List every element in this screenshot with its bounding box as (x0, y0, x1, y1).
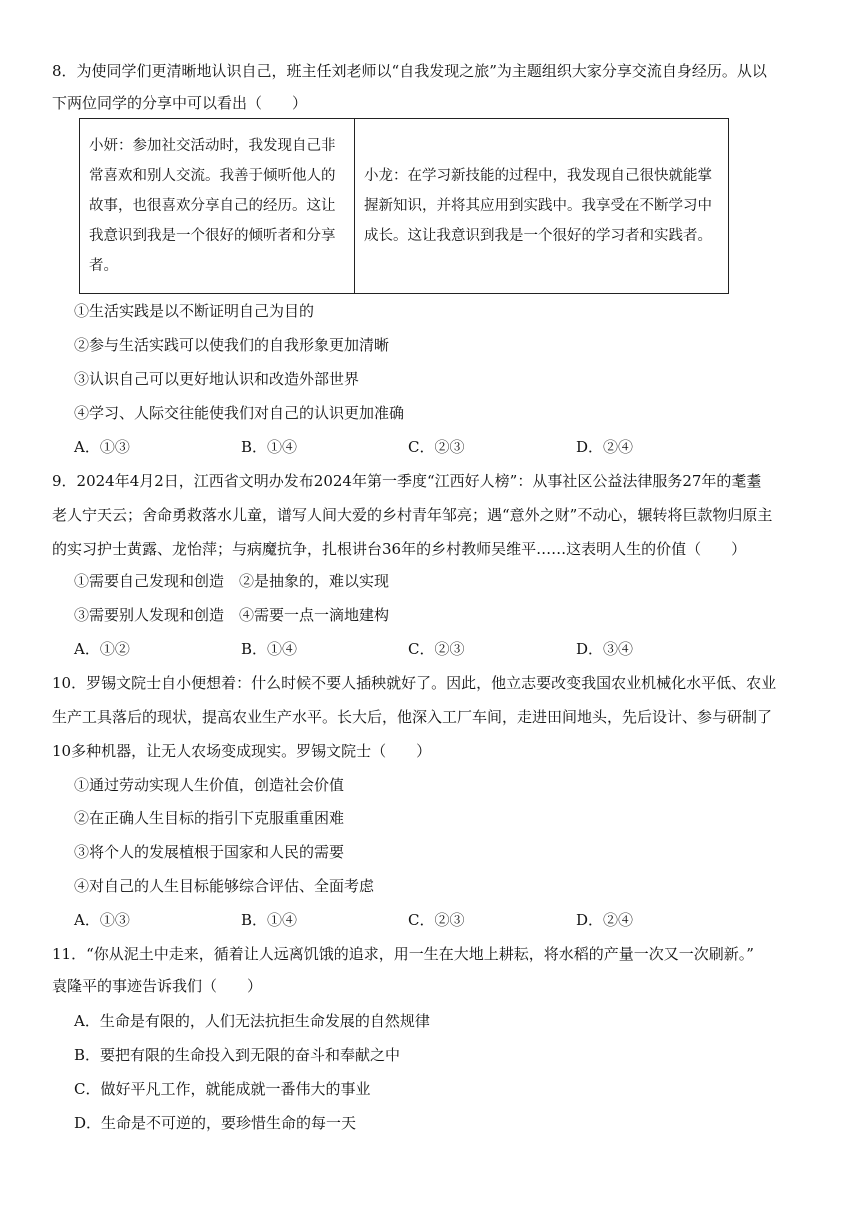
q8-table-cell-xiaoyan (80, 119, 355, 294)
q10-stem-line-2: 生产工具落后的现状，提高农业生产水平。长大后，他深入工厂车间，走进田间地头，先后设计、参与研制了 (52, 708, 773, 726)
q10-stem-line-1: 10．罗锡文院士自小便想着：什么时候不要人插秧就好了。因此，他立志要改变我国农业机械化水平低、农业 (52, 674, 777, 692)
q9-answer-b: B．①④ (241, 640, 298, 658)
q8-xiaoyan-text: 小妍：参加社交活动时，我发现自己非常喜欢和别人交流。我善于倾听他人的故事，也很喜欢分享自己的经历。这让我意识到我是一个很好的倾听者和分享者。 (89, 138, 336, 274)
q8-option-3: ③认识自己可以更好地认识和改造外部世界 (74, 370, 360, 388)
q10-option-4: ④对自己的人生目标能够综合评估、全面考虑 (74, 877, 375, 895)
q8-stem-line-1: 8．为使同学们更清晰地认识自己，班主任刘老师以“自我发现之旅”为主题组织大家分享交流自身经历。从以 (52, 62, 767, 80)
q9-answer-d: D．③④ (576, 640, 634, 658)
q11-option-a: A．生命是有限的，人们无法抗拒生命发展的自然规律 (74, 1012, 430, 1030)
q10-option-3: ③将个人的发展植根于国家和人民的需要 (74, 843, 345, 861)
q10-option-2: ②在正确人生目标的指引下克服重重困难 (74, 809, 345, 827)
q9-options-row-1: ①需要自己发现和创造 ②是抽象的，难以实现 (74, 572, 390, 590)
q8-answer-c: C．②③ (408, 438, 465, 456)
q9-stem-line-3: 的实习护士黄露、龙怡萍；与病魔抗争，扎根讲台36年的乡村教师吴维平……这表明人生的价值（ ） (52, 540, 747, 558)
q8-option-1: ①生活实践是以不断证明自己为目的 (74, 302, 315, 320)
q9-stem-line-2: 老人宁天云；舍命勇救落水儿童，谱写人间大爱的乡村青年邹亮；遇“意外之财”不动心，辗转将巨款物归原主 (52, 506, 773, 524)
q11-stem-line-1: 11．“你从泥土中走来，循着让人远离饥饿的追求，用一生在大地上耕耘，将水稻的产量一次又一次刷新。” (52, 945, 754, 963)
q8-table-cell-xiaolong (355, 119, 729, 294)
q11-stem-line-2: 袁隆平的事迹告诉我们（ ） (52, 977, 263, 995)
q10-answer-b: B．①④ (241, 911, 298, 929)
q8-sharing-table (79, 118, 729, 294)
q8-answer-a: A．①③ (74, 438, 130, 456)
q8-option-4: ④学习、人际交往能使我们对自己的认识更加准确 (74, 404, 405, 422)
q11-option-d: D．生命是不可逆的，要珍惜生命的每一天 (74, 1114, 357, 1132)
q8-stem-line-2: 下两位同学的分享中可以看出（ ） (52, 94, 308, 112)
q8-answer-d: D．②④ (576, 438, 634, 456)
q8-answer-b: B．①④ (241, 438, 298, 456)
q8-xiaolong-text: 小龙：在学习新技能的过程中，我发现自己很快就能掌握新知识，并将其应用到实践中。我享受在不断学习中成长。这让我意识到我是一个很好的学习者和实践者。 (364, 168, 712, 244)
q10-answer-a: A．①③ (74, 911, 130, 929)
q9-options-row-2: ③需要别人发现和创造 ④需要一点一滴地建构 (74, 606, 390, 624)
q10-option-1: ①通过劳动实现人生价值，创造社会价值 (74, 776, 345, 794)
q9-answer-c: C．②③ (408, 640, 465, 658)
q10-stem-line-3: 10多种机器，让无人农场变成现实。罗锡文院士（ ） (52, 742, 432, 760)
q9-stem-line-1: 9．2024年4月2日，江西省文明办发布2024年第一季度“江西好人榜”：从事社区公益法律服务27年的耄耋 (52, 472, 762, 490)
q11-option-b: B．要把有限的生命投入到无限的奋斗和奉献之中 (74, 1046, 401, 1064)
q10-answer-d: D．②④ (576, 911, 634, 929)
q11-option-c: C．做好平凡工作，就能成就一番伟大的事业 (74, 1080, 371, 1098)
q8-option-2: ②参与生活实践可以使我们的自我形象更加清晰 (74, 336, 390, 354)
q9-answer-a: A．①② (74, 640, 130, 658)
q10-answer-c: C．②③ (408, 911, 465, 929)
